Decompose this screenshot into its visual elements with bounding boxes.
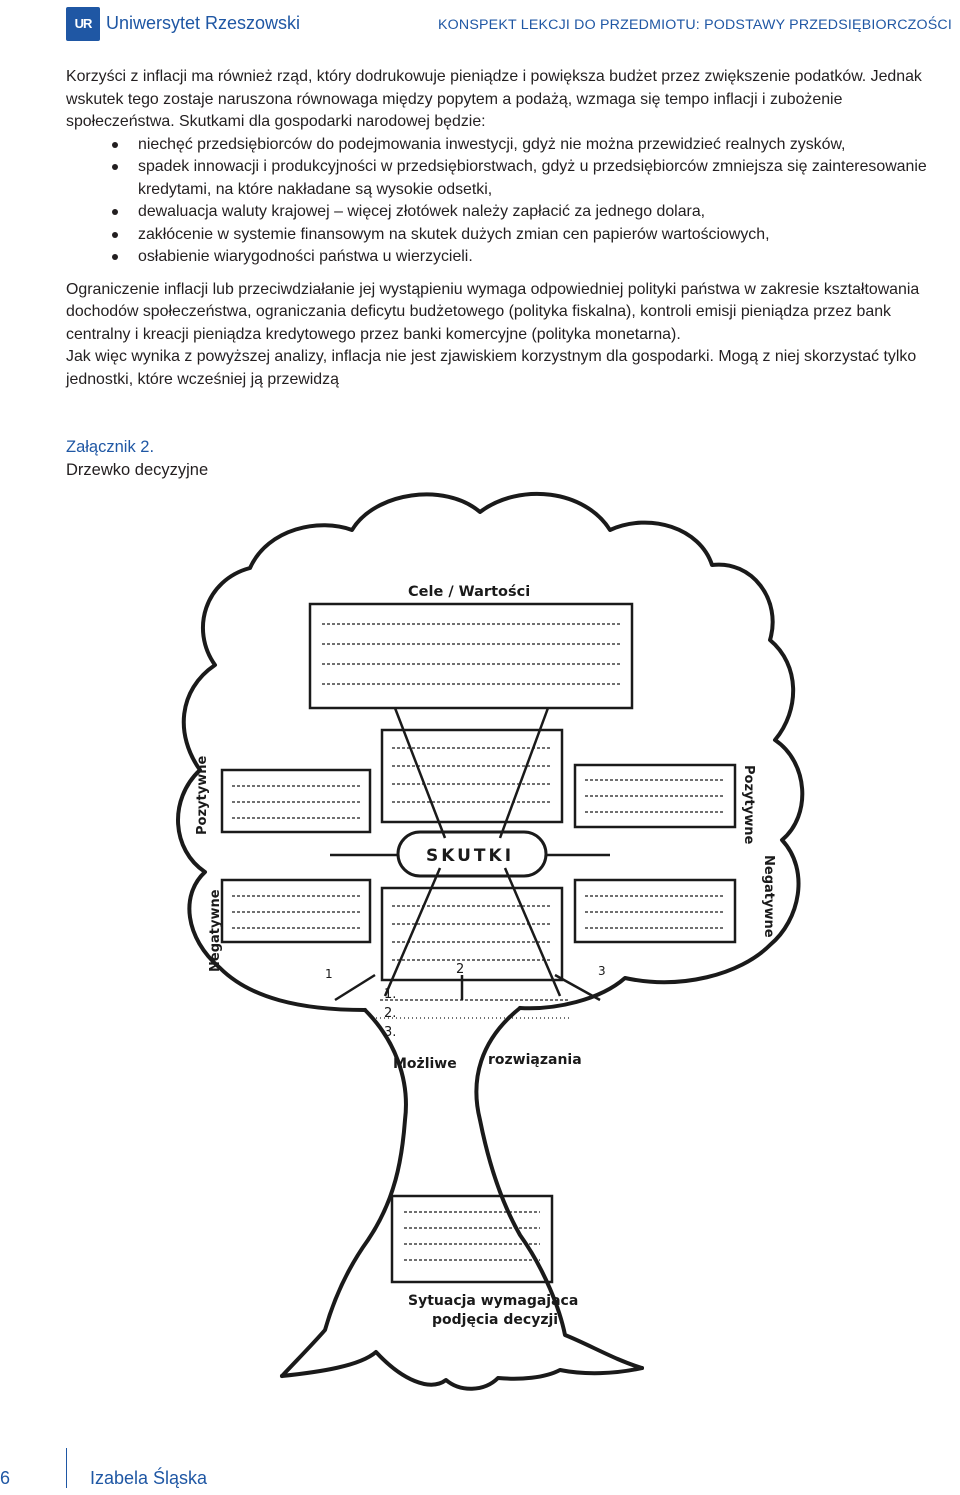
situation-label-b: podjęcia decyzji [432,1312,559,1328]
branch-number-2: 2 [456,962,465,977]
solution-item-3: 3. [384,1025,397,1040]
negative-right-label: Negatywne [761,855,776,938]
paragraph-inflation-benefits: Korzyści z inflacji ma również rząd, który dodrukowuje pieniądze i powiększa budżet przez zwiększenie podatków. Jednak wskutek tego zostaje naruszona równowaga między popytem a podażą, wzmaga się tempo inflacji i zubożenie społeczeństwa. Skutkami dla gospodarki narodowej będzie: [66,68,922,130]
solutions-label-a: Możliwe [393,1056,457,1072]
positive-left-label: Pozytywne [195,755,210,835]
positive-right-label: Pozytywne [741,765,756,845]
branch-number-3: 3 [598,964,606,978]
tree-crown-outline [178,494,802,1010]
list-item: osłabienie wiarygodności państwa u wierzycieli. [138,246,954,269]
footer-divider [66,1448,67,1488]
situation-box [392,1196,552,1282]
values-box [310,604,632,708]
list-item: zakłócenie w systemie finansowym na skutek dużych zmian cen papierów wartościowych, [138,224,954,247]
situation-label-a: Sytuacja wymagająca [408,1293,579,1309]
tree-roots [282,1352,642,1389]
connector-line [395,708,445,838]
goals-label: Cele / Wartości [408,584,531,600]
logo-mark: UR [74,16,92,31]
paragraph-limiting-inflation: Ograniczenie inflacji lub przeciwdziałanie jej wystąpieniu wymaga odpowiedniej polityki państwa w zakresie kształtowania dochodów społeczeństwa, ograniczania deficytu budżetowego (polityka fiskalna), kontroli emisji pieniądza przez bank centralny i kreacji pieniądza kredytowego przez banki komercyjne (polityka monetarna). [66,280,920,343]
tree-trunk-left [282,1010,406,1376]
list-item: niechęć przedsiębiorców do podejmowania inwestycji, gdyż nie można przewidzieć realnych zysków, [138,134,954,157]
effects-label: SKUTKI [426,846,515,866]
connector-line [500,708,548,838]
page-number: 6 [0,1468,11,1488]
list-item: dewaluacja waluty krajowej – więcej złotówek należy zapłacić za jednego dolara, [138,201,954,224]
author-name: Izabela Śląska [90,1468,208,1488]
branch-number-1: 1 [325,967,333,981]
annex-title: Drzewko decyzyjne [66,461,209,479]
solution-item-1: 1. [384,987,397,1002]
university-name: Uniwersytet Rzeszowski [106,13,301,33]
connector-line [335,975,375,1000]
positive-left-box [222,770,370,832]
paragraph-conclusion: Jak więc wynika z powyższej analizy, inflacja nie jest zjawiskiem korzystnym dla gospodarki. Mogą z niej skorzystać tylko jednostki, które wcześniej ją przewidzą [66,348,917,388]
solutions-label-b: rozwiązania [488,1052,582,1068]
center-bottom-box [382,888,562,980]
negative-left-label: Negatywne [208,889,223,972]
annex-label: Załącznik 2. [66,438,155,456]
course-title: KONSPEKT LEKCJI DO PRZEDMIOTU: PODSTAWY PRZEDSIĘBIORCZOŚCI [437,17,952,33]
list-item: spadek innowacji i produkcyjności w przedsiębiorstwach, gdyż u przedsiębiorców zmniejsza się zainteresowanie kredytami, na które nakładane są wysokie odsetki, [138,156,954,201]
negative-left-box [222,880,370,942]
negative-right-box [575,880,735,942]
solution-item-2: 2. [384,1006,397,1021]
